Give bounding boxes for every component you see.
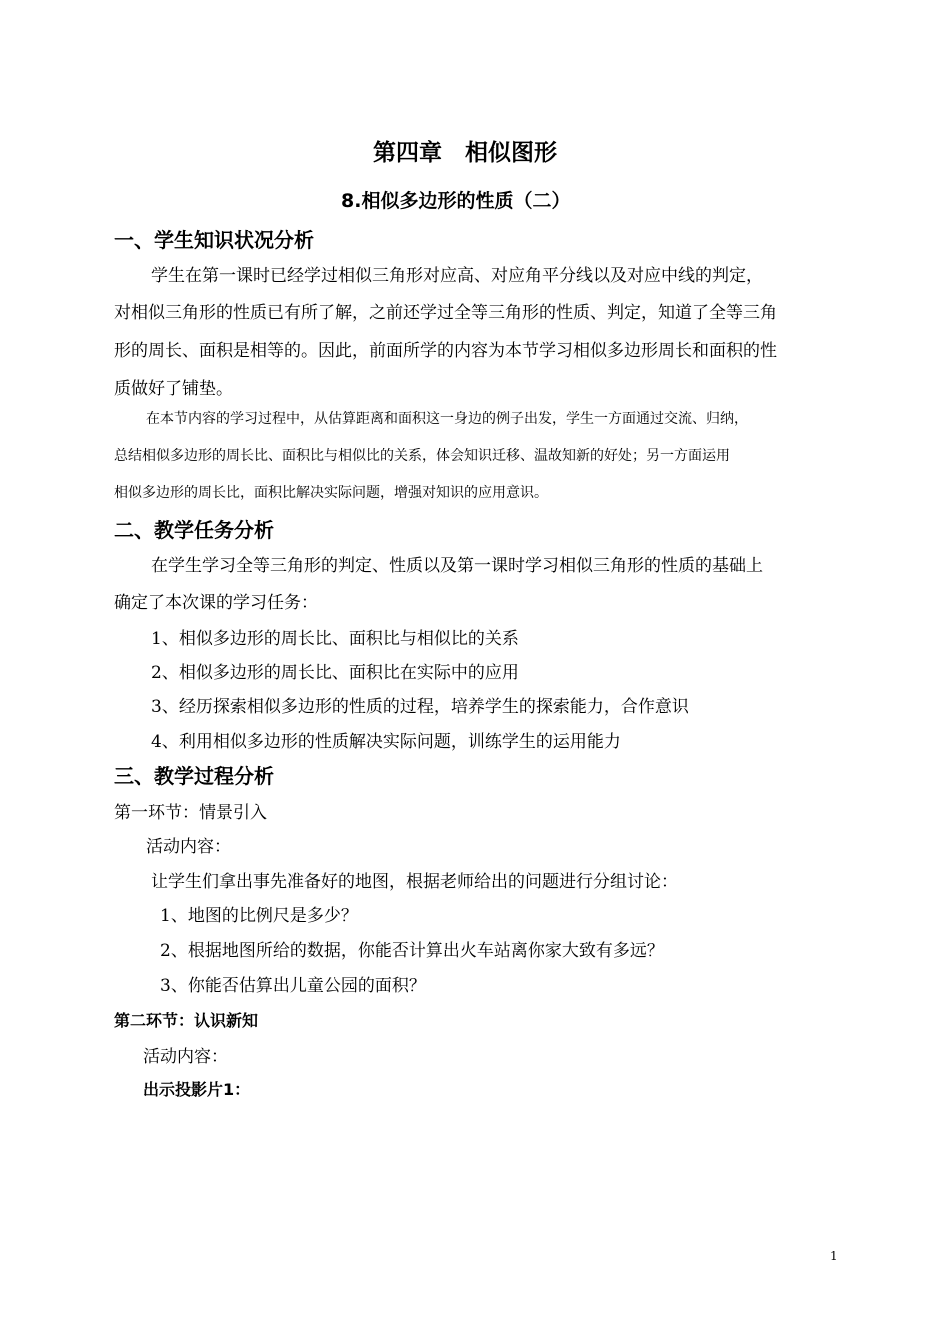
step-title: 第一环节：情景引入: [114, 803, 267, 823]
step-title: 第二环节：认识新知: [114, 1011, 259, 1030]
paragraph-line: 形的周长、面积是相等的。因此，前面所学的内容为本节学习相似多边形周长和面积的性: [114, 341, 777, 361]
page-number: 1: [830, 1249, 838, 1263]
question-item: 2、根据地图所给的数据，你能否计算出火车站离你家大致有多远？: [160, 941, 664, 961]
list-item: 1、相似多边形的周长比、面积比与相似比的关系: [151, 629, 519, 649]
step-intro: 让学生们拿出事先准备好的地图，根据老师给出的问题进行分组讨论：: [151, 872, 678, 892]
section-heading: 一、学生知识状况分析: [114, 228, 314, 252]
paragraph-line: 确定了本次课的学习任务：: [114, 593, 318, 613]
activity-label: 活动内容：: [146, 837, 231, 857]
chapter-title: 第四章 相似图形: [373, 140, 557, 166]
question-item: 3、你能否估算出儿童公园的面积？: [160, 976, 426, 996]
paragraph-line: 在本节内容的学习过程中，从估算距离和面积这一身边的例子出发，学生一方面通过交流、归纳，: [146, 411, 748, 427]
paragraph-line: 在学生学习全等三角形的判定、性质以及第一课时学习相似三角形的性质的基础上: [151, 556, 763, 576]
slide-label: 出示投影片1：: [143, 1080, 251, 1099]
lesson-title: 8.相似多边形的性质（二）: [341, 190, 571, 212]
list-item: 3、经历探索相似多边形的性质的过程，培养学生的探索能力，合作意识: [151, 697, 689, 717]
list-item: 4、利用相似多边形的性质解决实际问题，训练学生的运用能力: [151, 732, 621, 752]
section-heading: 二、教学任务分析: [114, 518, 274, 542]
list-item: 2、相似多边形的周长比、面积比在实际中的应用: [151, 663, 519, 683]
section-heading: 三、教学过程分析: [114, 764, 274, 788]
paragraph-line: 对相似三角形的性质已有所了解，之前还学过全等三角形的性质、判定，知道了全等三角: [114, 303, 777, 323]
paragraph-line: 相似多边形的周长比，面积比解决实际问题，增强对知识的应用意识。: [114, 485, 548, 501]
paragraph-line: 质做好了铺垫。: [114, 379, 233, 399]
activity-label: 活动内容：: [143, 1047, 228, 1067]
paragraph-line: 总结相似多边形的周长比、面积比与相似比的关系，体会知识迁移、温故知新的好处；另一方面运用: [114, 448, 730, 464]
question-item: 1、地图的比例尺是多少？: [160, 906, 358, 926]
paragraph-line: 学生在第一课时已经学过相似三角形对应高、对应角平分线以及对应中线的判定，: [151, 266, 763, 286]
